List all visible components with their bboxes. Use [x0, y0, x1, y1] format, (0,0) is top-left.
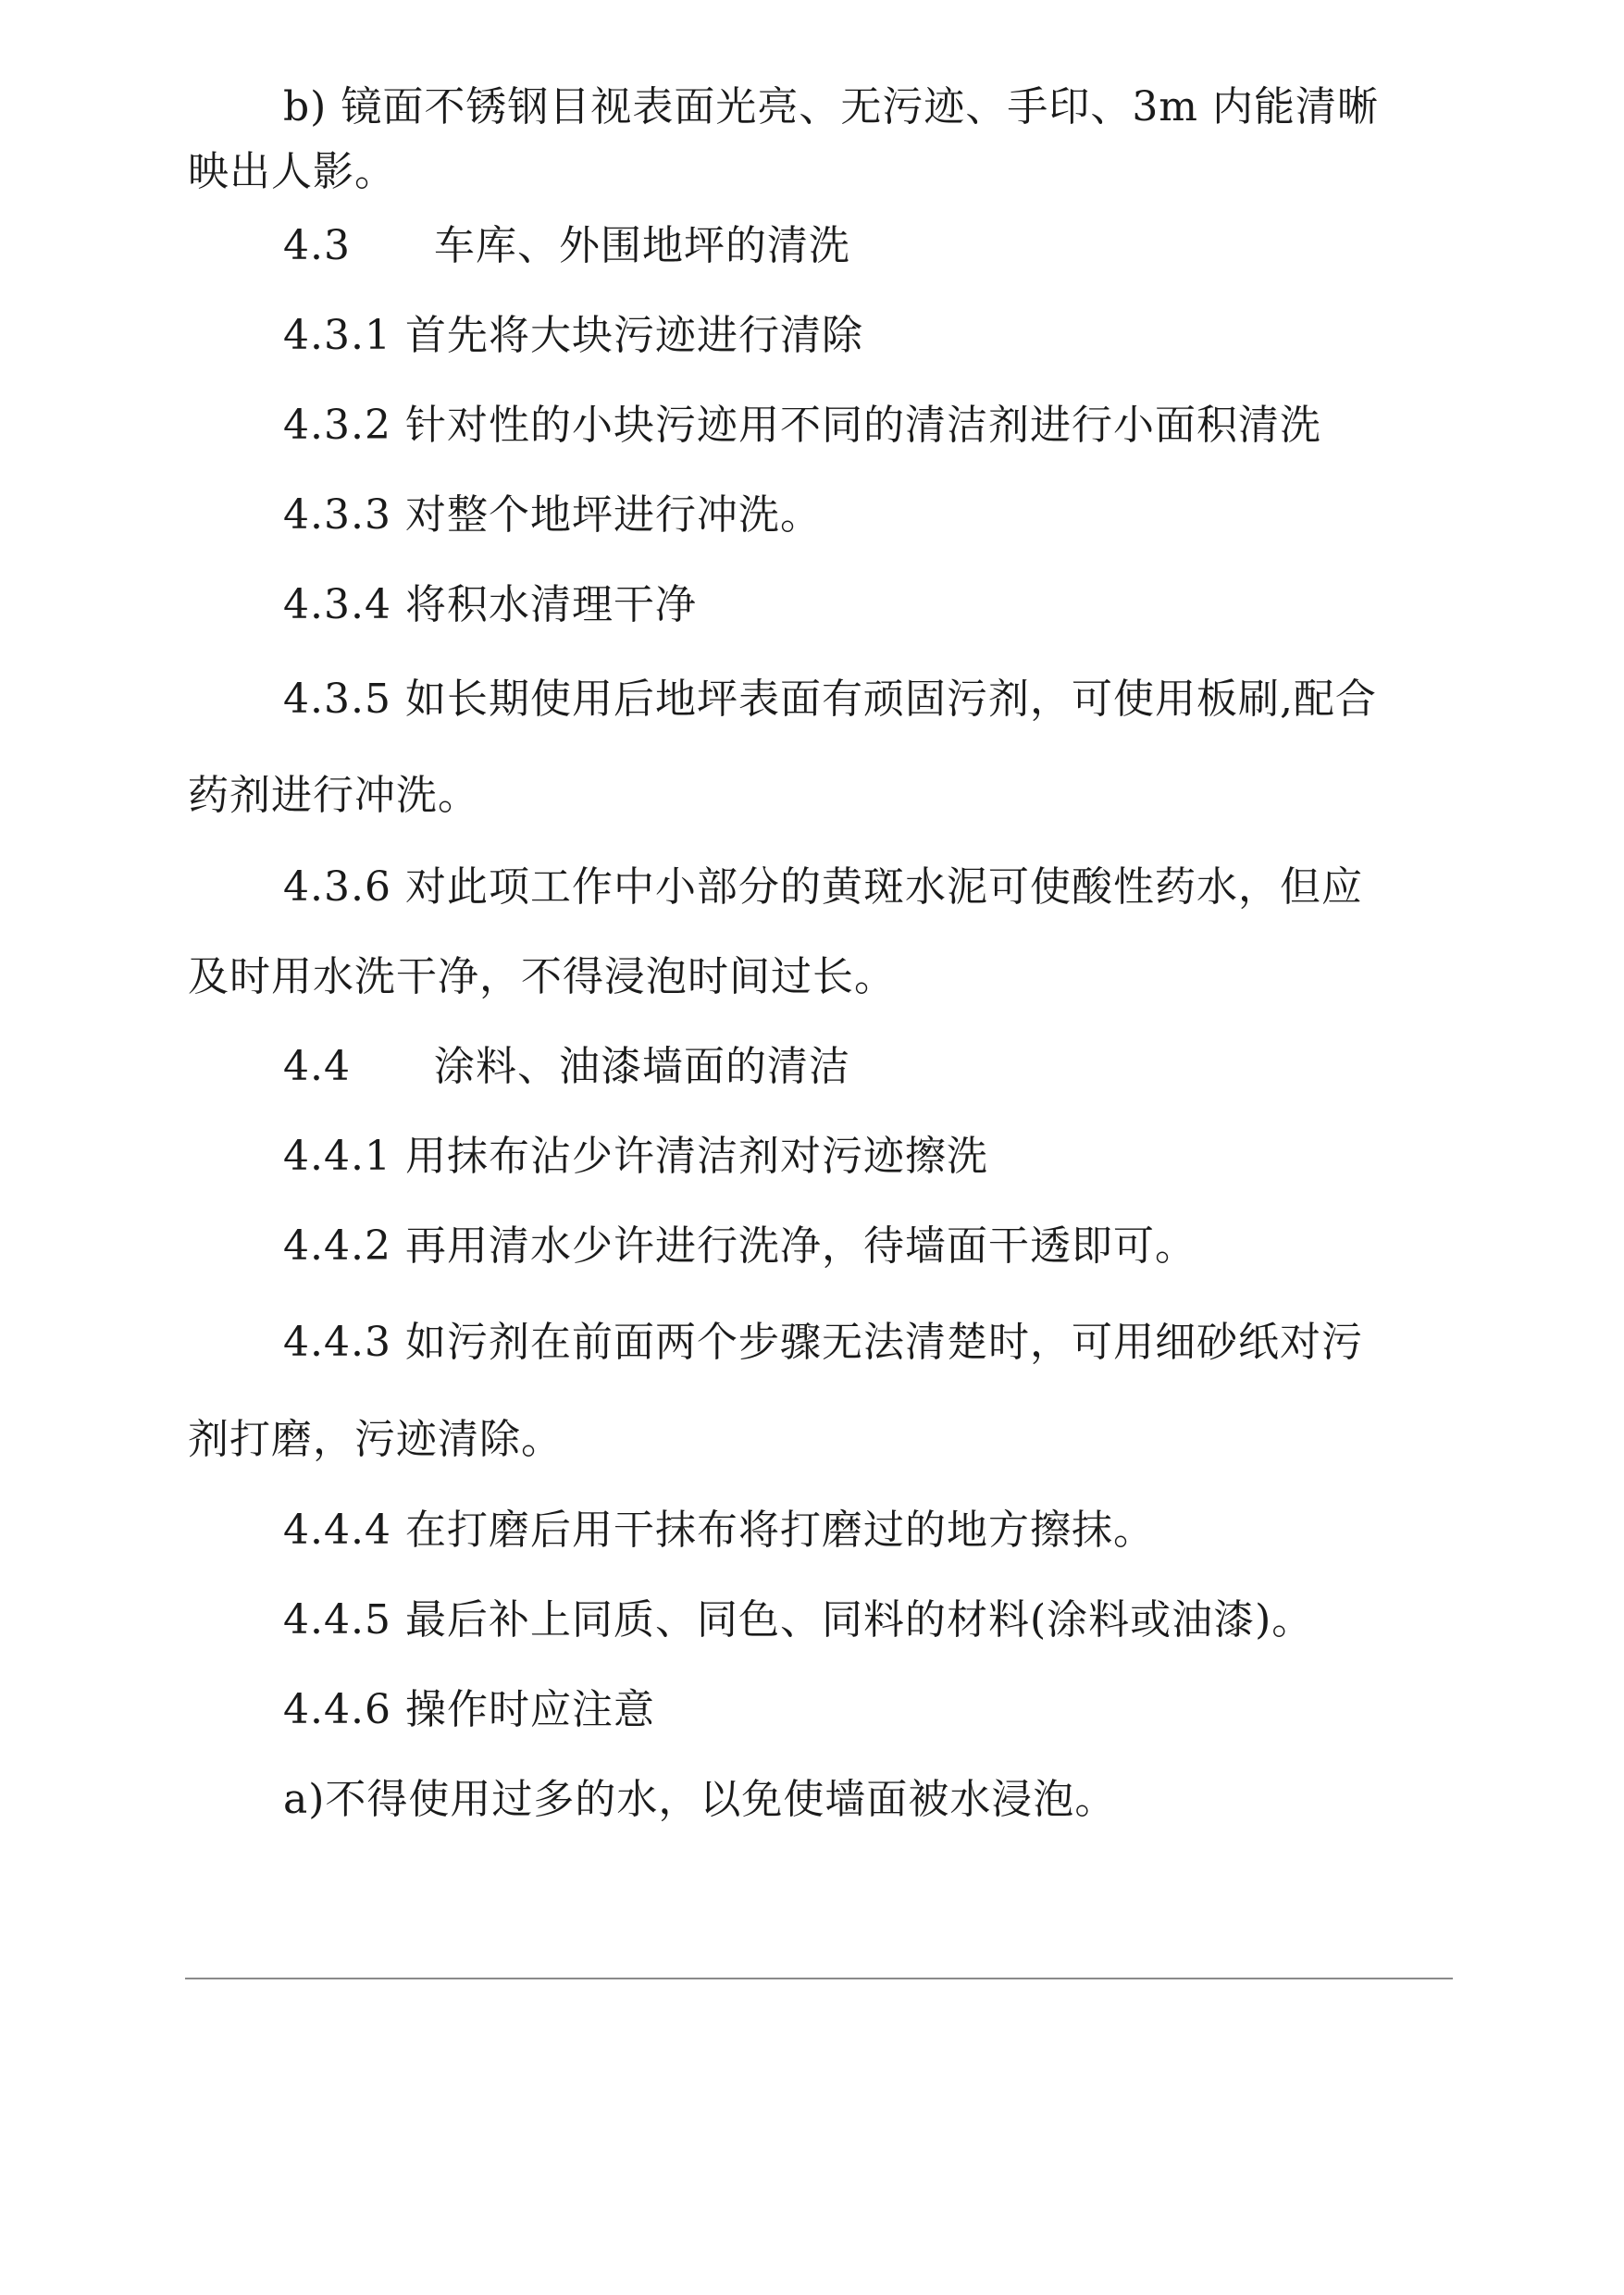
paragraph-line: 4.4.2 再用清水少许进行洗净，待墙面干透即可。 — [283, 1222, 1196, 1270]
paragraph-line: 4.3.2 针对性的小块污迹用不同的清洁剂进行小面积清洗 — [283, 402, 1321, 449]
paragraph-line: 4.3.5 如长期使用后地坪表面有顽固污剂，可使用板刷,配合 — [283, 676, 1377, 723]
paragraph-line: 4.4.4 在打磨后用干抹布将打磨过的地方擦抹。 — [283, 1507, 1155, 1554]
paragraph-line: 4.3.6 对此项工作中小部分的黄斑水泥可使酸性药水，但应 — [283, 863, 1363, 911]
paragraph-line: 4.4.6 操作时应注意 — [283, 1686, 655, 1733]
paragraph-line: 4.4.3 如污剂在前面两个步骤无法清楚时，可用细砂纸对污 — [283, 1319, 1363, 1366]
paragraph-line: 剂打磨，污迹清除。 — [188, 1416, 563, 1463]
section-heading: 4.4 涂料、油漆墙面的清洁 — [283, 1043, 850, 1090]
paragraph-line: 4.4.5 最后补上同质、同色、同料的材料(涂料或油漆)。 — [283, 1596, 1314, 1644]
paragraph-line: 4.4.1 用抹布沾少许清洁剂对污迹擦洗 — [283, 1133, 988, 1180]
paragraph-line: 药剂进行冲洗。 — [188, 772, 479, 819]
footer-divider — [185, 1978, 1453, 1979]
section-heading: 4.3 车库、外围地坪的清洗 — [283, 222, 850, 269]
paragraph-line: 4.3.1 首先将大块污迹进行清除 — [283, 312, 863, 359]
paragraph-line: a)不得使用过多的水，以免使墙面被水浸泡。 — [283, 1776, 1117, 1823]
paragraph-line: 映出人影。 — [188, 148, 396, 195]
paragraph-line: 及时用水洗干净，不得浸泡时间过长。 — [188, 953, 896, 1000]
paragraph-line: 4.3.4 将积水清理干净 — [283, 581, 697, 628]
paragraph-line: 4.3.3 对整个地坪进行冲洗。 — [283, 491, 822, 539]
paragraph-line: b) 镜面不锈钢目视表面光亮、无污迹、手印、3m 内能清晰 — [283, 83, 1380, 130]
